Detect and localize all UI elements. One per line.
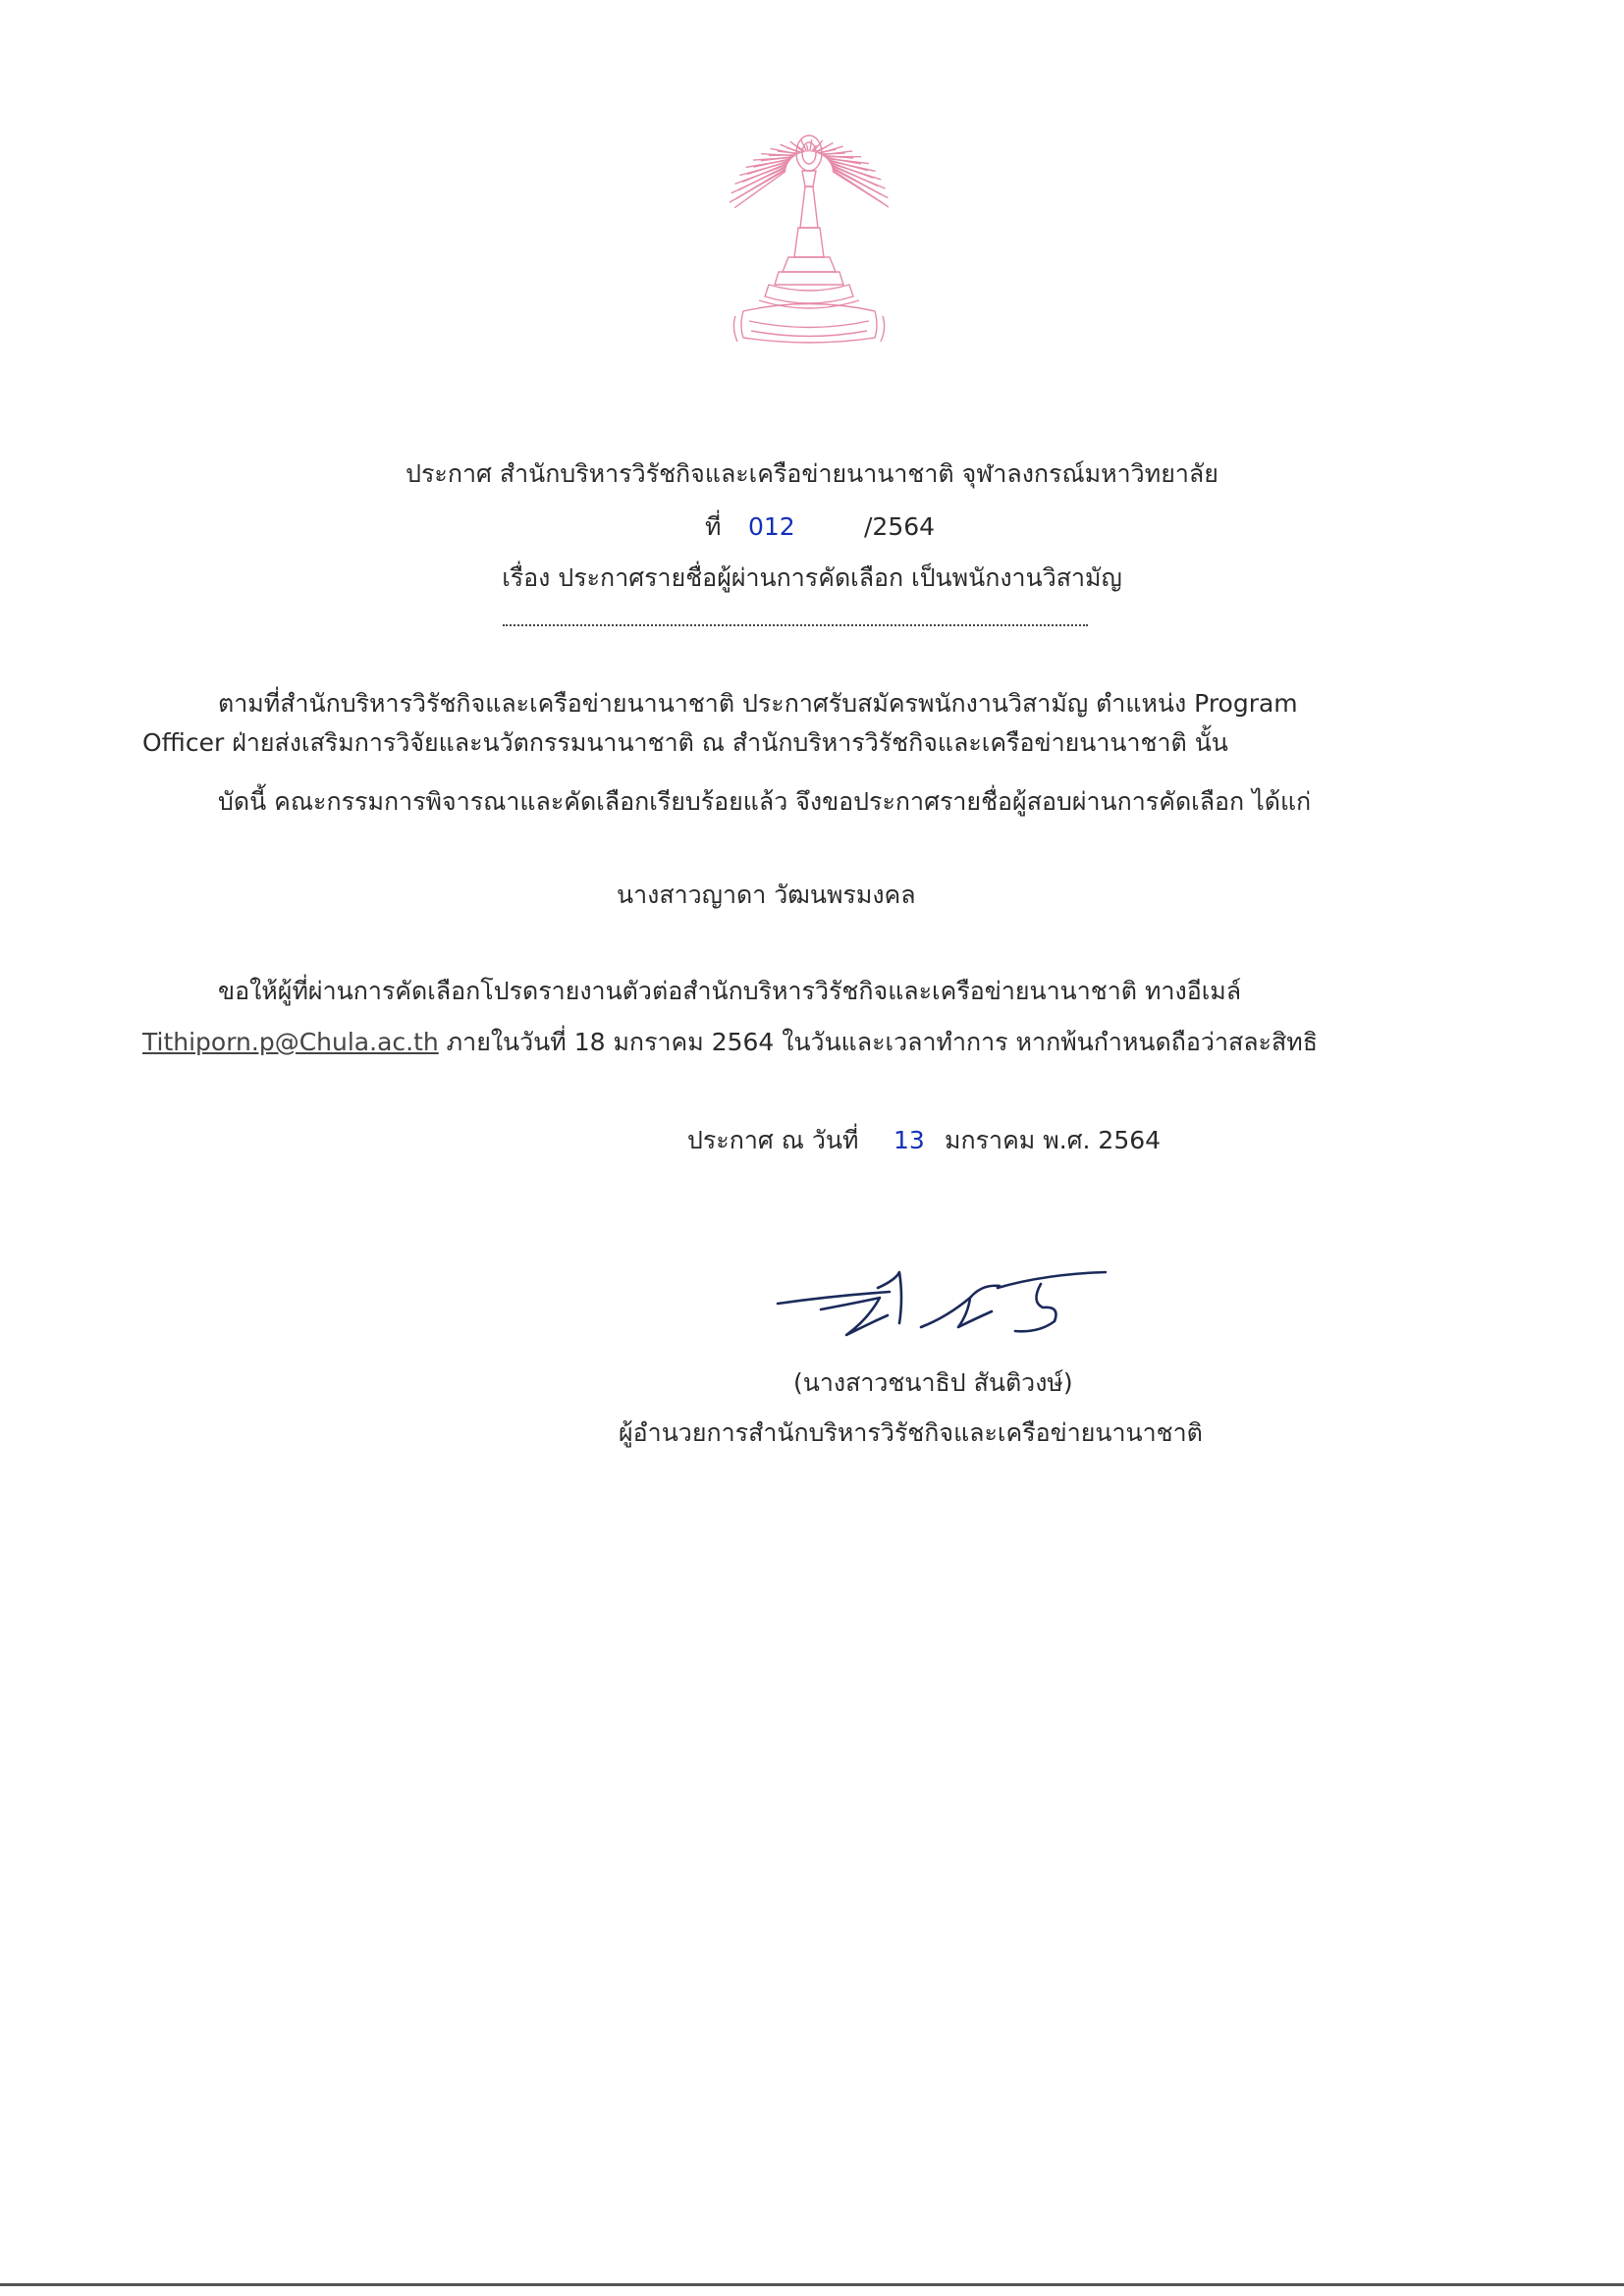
announcement-number-prefix: ที่	[705, 512, 722, 541]
signatory-position: ผู้อำนวยการสำนักบริหารวิรัชกิจและเครือข่ายนานาชาติ	[619, 1418, 1203, 1447]
dotted-divider	[503, 624, 1088, 626]
contact-email-link[interactable]: Tithiporn.p@Chula.ac.th	[142, 1028, 439, 1056]
body-paragraph-2-line-1: ขอให้ผู้ที่ผ่านการคัดเลือกโปรดรายงานตัวต่อสำนักบริหารวิรัชกิจและเครือข่ายนานาชาติ ทางอีเมล์	[218, 977, 1242, 1005]
seal-ray	[769, 155, 796, 156]
announcement-number-year: /2564	[864, 512, 936, 541]
university-seal-logo	[730, 110, 889, 355]
seal-ray	[810, 139, 812, 151]
announcement-subject: เรื่อง ประกาศรายชื่อผู้ผ่านการคัดเลือก เป็นพนักงานวิสามัญ	[502, 563, 1122, 592]
seal-ray	[734, 172, 785, 208]
body-paragraph-1-line-2: Officer ฝ่ายส่งเสริมการวิจัยและนวัตกรรมนานาชาติ ณ สำนักบริหารวิรัชกิจและเครือข่ายนานาชาติ นั้น	[142, 728, 1228, 757]
announcement-date-prefix: ประกาศ ณ วันที่	[687, 1126, 859, 1154]
seal-ray	[736, 169, 786, 199]
announcement-number-value: 012	[748, 512, 795, 541]
body-paragraph-1-line-3: บัดนี้ คณะกรรมการพิจารณาและคัดเลือกเรียบร้อยแล้ว จึงขอประกาศรายชื่อผู้สอบผ่านการคัดเลือก ได้แก่	[218, 787, 1312, 816]
announcement-header-title: ประกาศ สำนักบริหารวิรัชกิจและเครือข่ายนานาชาติ จุฬาลงกรณ์มหาวิทยาลัย	[406, 459, 1218, 488]
seal-ray	[832, 166, 886, 188]
report-deadline-text: ภายในวันที่ 18 มกราคม 2564 ในวันและเวลาทำการ หากพ้นกำหนดถือว่าสละสิทธิ	[438, 1028, 1318, 1056]
seal-ray	[833, 172, 889, 208]
signatory-name: (นางสาวชนาธิป สันติวงษ์)	[793, 1368, 1073, 1397]
page-bottom-border	[0, 2283, 1624, 2286]
body-paragraph-2-line-2	[142, 1026, 1318, 1059]
announcement-date-day: 13	[893, 1126, 925, 1154]
signature-image	[774, 1258, 1127, 1357]
body-paragraph-1-line-1: ตามที่สำนักบริหารวิรัชกิจและเครือข่ายนานาชาติ ประกาศรับสมัครพนักงานวิสามัญ ตำแหน่ง Program	[218, 689, 1298, 718]
announcement-date-month-year: มกราคม พ.ศ. 2564	[945, 1126, 1162, 1154]
selected-candidate-name: นางสาวญาดา วัฒนพรมงคล	[617, 881, 916, 909]
